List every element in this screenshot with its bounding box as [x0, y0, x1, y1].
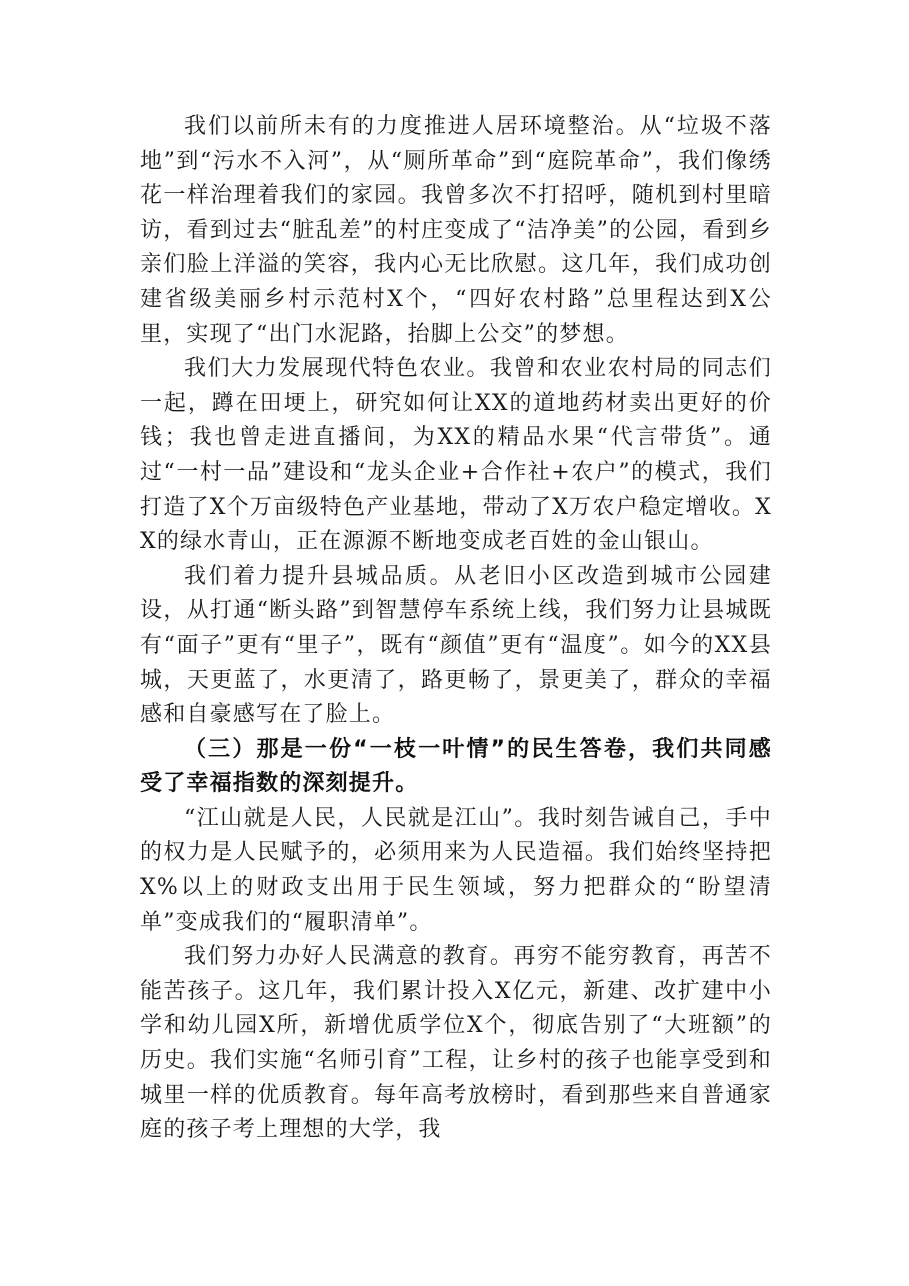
document-body	[140, 110, 772, 1148]
section-heading: （三）那是一份“一枝一叶情”的民生答卷，我们共同感受了幸福指数的深刻提升。	[140, 736, 772, 797]
paragraph-county-town: 我们着力提升县城品质。从老旧小区改造到城市公园建设，从打通“断头路”到智慧停车系统上线，我们努力让县城既有“面子”更有“里子”，既有“颜值”更有“温度”。如今的XX县城，天更蓝了，水更清了，路更畅了，景更美了，群众的幸福感和自豪感写在了脸上。	[140, 563, 772, 728]
paragraph-environment: 我们以前所未有的力度推进人居环境整治。从“垃圾不落地”到“污水不入河”，从“厕所革命”到“庭院革命”，我们像绣花一样治理着我们的家园。我曾多次不打招呼，随机到村里暗访，看到过去“脏乱差”的村庄变成了“洁净美”的公园，看到乡亲们脸上洋溢的笑容，我内心无比欣慰。这几年，我们成功创建省级美丽乡村示范村X个，“四好农村路”总里程达到X公里，实现了“出门水泥路，抬脚上公交”的梦想。	[140, 114, 772, 347]
paragraph-people-livelihood: “江山就是人民，人民就是江山”。我时刻告诫自己，手中的权力是人民赋予的，必须用来为人民造福。我们始终坚持把X%以上的财政支出用于民生领域，努力把群众的“盼望清单”变成我们的“履职清单”。	[140, 805, 772, 935]
paragraph-agriculture: 我们大力发展现代特色农业。我曾和农业农村局的同志们一起，蹲在田埂上，研究如何让XX的道地药材卖出更好的价钱；我也曾走进直播间，为XX的精品水果“代言带货”。通过“一村一品”建设和“龙头企业+合作社+农户”的模式，我们打造了X个万亩级特色产业基地，带动了X万农户稳定增收。XX的绿水青山，正在源源不断地变成老百姓的金山银山。	[140, 356, 772, 555]
paragraph-education: 我们努力办好人民满意的教育。再穷不能穷教育，再苦不能苦孩子。这几年，我们累计投入X亿元，新建、改扩建中小学和幼儿园X所，新增优质学位X个，彻底告别了“大班额”的历史。我们实施“名师引育”工程，让乡村的孩子也能享受到和城里一样的优质教育。每年高考放榜时，看到那些来自普通家庭的孩子考上理想的大学，我	[140, 944, 772, 1143]
